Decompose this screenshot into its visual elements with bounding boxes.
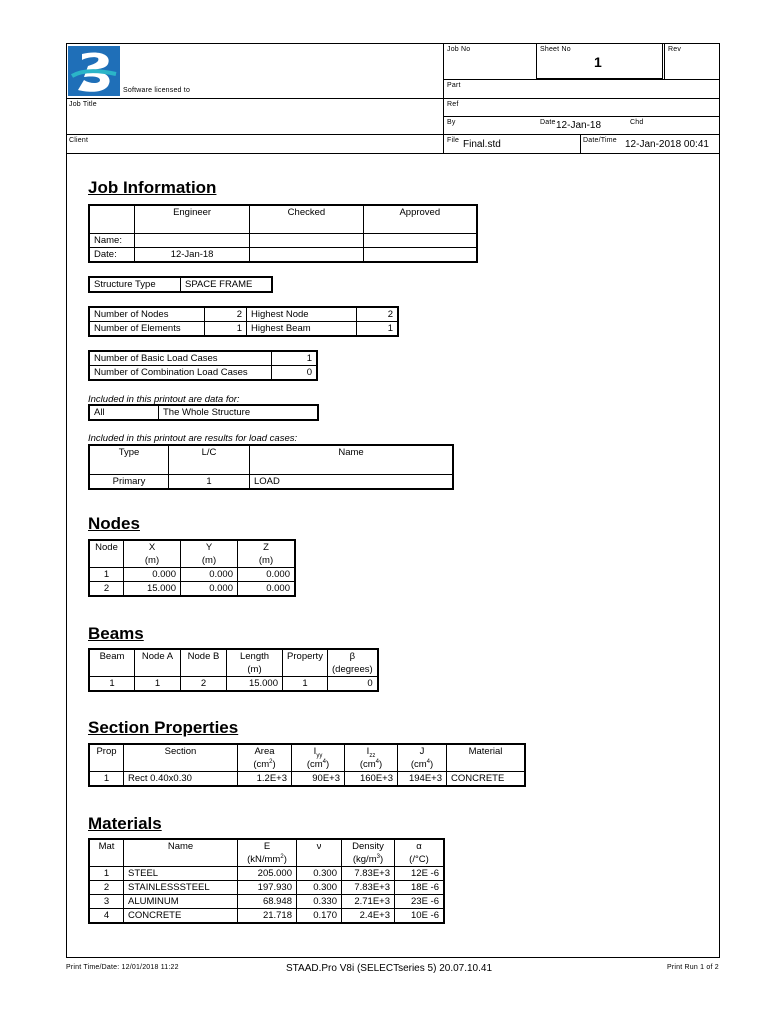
section-properties-table [88, 743, 526, 787]
structure-type-table [88, 276, 273, 293]
print-time-footer: Print Time/Date: 12/01/2018 11:22 [66, 964, 179, 971]
counts-table [88, 306, 399, 337]
date-value: 12-Jan-18 [556, 120, 602, 131]
included-data-label: Included in this printout are data for: [88, 394, 240, 405]
part-label: Part [447, 82, 461, 89]
prop-header: Prop [89, 744, 124, 758]
x-header: X [124, 540, 181, 554]
density-unit: $(kg/m^3)$ [342, 853, 395, 867]
nodes-heading: Nodes [88, 514, 140, 533]
lc-name-header: Name [250, 445, 454, 475]
property-header: Property [283, 649, 328, 663]
product-footer: STAAD.Pro V8i (SELECTseries 5) 20.07.10.41 [286, 963, 493, 974]
area-unit: $(cm^2)$ [238, 758, 292, 772]
highest-node-label: Highest Node [247, 307, 357, 322]
header-vline-datetime [580, 134, 581, 153]
y-unit: (m) [181, 554, 238, 568]
file-label: File [447, 137, 460, 144]
basic-lc-value: 1 [272, 351, 318, 366]
lc-name-value: LOAD [250, 475, 454, 490]
header-line-jobno [443, 79, 720, 80]
elements-count-label: Number of Elements [89, 322, 205, 337]
highest-node-value: 2 [357, 307, 399, 322]
engineer-header: Engineer [134, 205, 249, 234]
date-row-value: 12-Jan-18 [134, 248, 249, 263]
e-unit: $(kN/mm^2)$ [238, 853, 297, 867]
load-case-table [88, 444, 454, 490]
table-row: 1 1 2 15.000 1 0 [89, 677, 378, 692]
alpha-unit: (/°C) [395, 853, 445, 867]
job-title-label: Job Title [69, 101, 97, 108]
table-row: 2 STAINLESSSTEEL 197.930 0.300 7.83E+3 18E -6 [89, 881, 444, 895]
table-row: 1 0.000 0.000 0.000 [89, 568, 295, 582]
e-header: E [238, 839, 297, 853]
materials-heading: Materials [88, 814, 162, 833]
structure-type-value: SPACE FRAME [181, 277, 273, 292]
j-header: J [398, 744, 447, 758]
comb-lc-value: 0 [272, 366, 318, 381]
date-label: Date [540, 119, 556, 126]
date-row-label: Date: [89, 248, 134, 263]
section-properties-heading: Section Properties [88, 718, 239, 737]
sheet-no-value: 1 [594, 54, 602, 70]
iyy-header: $I_{yy}$ [292, 744, 345, 758]
table-row: 2 15.000 0.000 0.000 [89, 582, 295, 597]
highest-beam-label: Highest Beam [247, 322, 357, 337]
client-label: Client [69, 137, 89, 144]
lc-number-value: 1 [169, 475, 250, 490]
material-header: Material [447, 744, 526, 758]
section-header: Section [124, 744, 238, 758]
mat-name-header: Name [124, 839, 238, 853]
z-header: Z [238, 540, 296, 554]
bentley-logo [68, 46, 120, 96]
y-header: Y [181, 540, 238, 554]
sheet-no-label: Sheet No [540, 46, 571, 53]
elements-count-value: 1 [205, 322, 247, 337]
lc-type-header: Type [89, 445, 169, 475]
beams-heading: Beams [88, 624, 144, 643]
izz-unit: $(cm^4)$ [345, 758, 398, 772]
licensed-label: Software licensed to [123, 87, 191, 94]
nodes-table [88, 539, 296, 597]
table-row: 4 CONCRETE 21.718 0.170 2.4E+3 10E -6 [89, 909, 444, 924]
z-unit: (m) [238, 554, 296, 568]
highest-beam-value: 1 [357, 322, 399, 337]
x-unit: (m) [124, 554, 181, 568]
approval-table [88, 204, 478, 263]
included-data-table [88, 404, 319, 421]
comb-lc-label: Number of Combination Load Cases [89, 366, 272, 381]
structure-type-label: Structure Type [89, 277, 181, 292]
area-header: Area [238, 744, 292, 758]
density-header: Density [342, 839, 395, 853]
beam-header: Beam [89, 649, 135, 663]
izz-header: $I_{zz}$ [345, 744, 398, 758]
included-all: All [89, 405, 159, 420]
load-case-count-table [88, 350, 318, 381]
materials-table [88, 838, 445, 924]
file-value: Final.std [463, 139, 501, 150]
nu-header: ν [297, 839, 342, 853]
table-row: 3 ALUMINUM 68.948 0.330 2.71E+3 23E -6 [89, 895, 444, 909]
lc-number-header: L/C [169, 445, 250, 475]
node-b-header: Node B [181, 649, 227, 663]
node-a-header: Node A [135, 649, 181, 663]
lc-type-value: Primary [89, 475, 169, 490]
job-no-label: Job No [447, 46, 471, 53]
datetime-label: Date/Time [583, 137, 617, 144]
length-header: Length [227, 649, 283, 663]
alpha-header: α [395, 839, 445, 853]
rev-label: Rev [668, 46, 682, 53]
beta-unit: (degrees) [328, 663, 378, 677]
mat-header: Mat [89, 839, 124, 853]
approved-header: Approved [363, 205, 477, 234]
included-whole: The Whole Structure [159, 405, 319, 420]
print-run-footer: Print Run 1 of 2 [667, 964, 719, 971]
table-row: 1 STEEL 205.000 0.300 7.83E+3 12E -6 [89, 867, 444, 881]
datetime-value: 12-Jan-2018 00:41 [625, 139, 709, 150]
table-row: 1 Rect 0.40x0.30 1.2E+3 90E+3 160E+3 194E+3 CONCRETE [89, 772, 525, 787]
name-label: Name: [89, 234, 134, 248]
ref-label: Ref [447, 101, 459, 108]
header-bottom-line [66, 153, 720, 154]
header-line-part [66, 98, 720, 99]
beta-header: β [328, 649, 378, 663]
job-information-heading: Job Information [88, 178, 217, 197]
header-line-ref [443, 116, 720, 117]
header-line-by [66, 134, 720, 135]
j-unit: $(cm^4)$ [398, 758, 447, 772]
nodes-count-value: 2 [205, 307, 247, 322]
header-vline-main [443, 43, 444, 153]
node-header: Node [89, 540, 124, 554]
chd-label: Chd [630, 119, 644, 126]
checked-header: Checked [250, 205, 363, 234]
beams-table [88, 648, 379, 692]
nodes-count-label: Number of Nodes [89, 307, 205, 322]
iyy-unit: $(cm^4)$ [292, 758, 345, 772]
basic-lc-label: Number of Basic Load Cases [89, 351, 272, 366]
header-vline-rev [664, 43, 665, 79]
by-label: By [447, 119, 456, 126]
length-unit: (m) [227, 663, 283, 677]
included-results-label: Included in this printout are results for load cases: [88, 433, 298, 444]
